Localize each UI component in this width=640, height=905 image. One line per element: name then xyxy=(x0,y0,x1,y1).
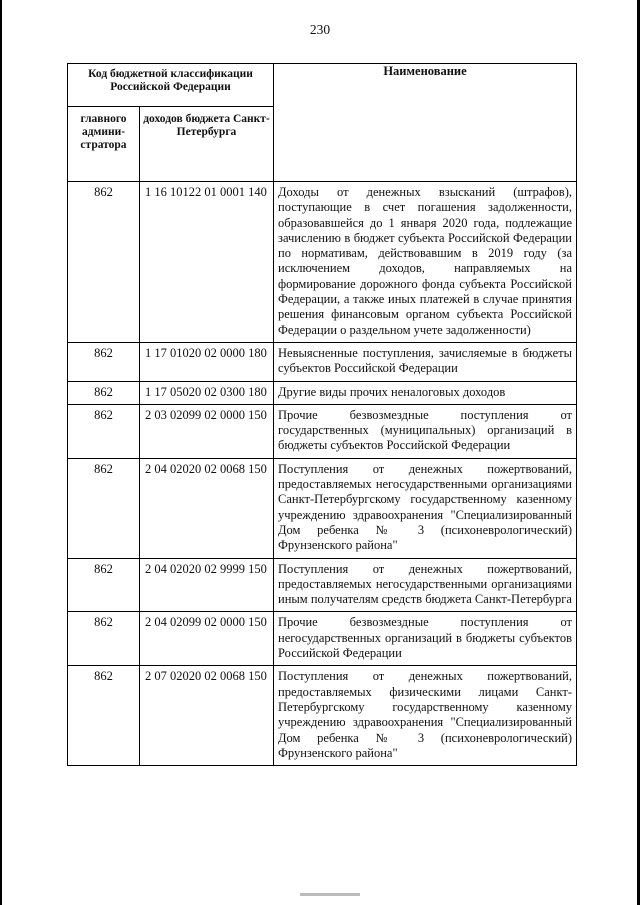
income-name-cell: Поступления от денежных пожертвований, предоставляемых негосударственными организациями Санкт-Петербургскому государственному казенному учреждению здравоохранения "Специализированный Дом ребенка № 3 (психоневрологический) Фрунзенского района" xyxy=(274,458,577,558)
income-name-cell: Доходы от денежных взысканий (штрафов), поступающие в счет погашения задолженности, образовавшейся до 1 января 2020 года, подлежащие зачислению в бюджет субъекта Российской Федерации по нормативам, действовавшим в 2019 году (за исключением доходов, направляемых на формирование дорожного фонда субъекта Российской Федерации, а также иных платежей в случае принятия решения финансовым органом субъекта Российской Федерации о раздельном учете задолженности) xyxy=(274,182,577,343)
income-code-cell: 2 04 02099 02 0000 150 xyxy=(140,612,274,666)
table-row xyxy=(68,182,577,343)
income-code-cell: 2 04 02020 02 9999 150 xyxy=(140,558,274,612)
header-name: Наименование xyxy=(274,64,577,182)
income-code-cell: 1 16 10122 01 0001 140 xyxy=(140,182,274,343)
table-row xyxy=(68,612,577,666)
income-code-cell: 2 04 02020 02 0068 150 xyxy=(140,458,274,558)
scan-artifact xyxy=(300,893,360,896)
admin-code-cell: 862 xyxy=(68,612,140,666)
income-code-cell: 2 07 02020 02 0068 150 xyxy=(140,666,274,766)
income-name-cell: Прочие безвозмездные поступления от государственных (муниципальных) организаций в бюджеты субъектов Российской Федерации xyxy=(274,404,577,458)
admin-code-cell: 862 xyxy=(68,342,140,381)
table-row xyxy=(68,404,577,458)
scan-border-left xyxy=(0,0,2,905)
admin-code-cell: 862 xyxy=(68,182,140,343)
admin-code-cell: 862 xyxy=(68,458,140,558)
table-row xyxy=(68,558,577,612)
table-header xyxy=(68,64,577,182)
header-classification-code: Код бюджетной классификации Российской Федерации xyxy=(68,64,274,107)
income-code-cell: 1 17 01020 02 0000 180 xyxy=(140,342,274,381)
income-name-cell: Невыясненные поступления, зачисляемые в бюджеты субъектов Российской Федерации xyxy=(274,342,577,381)
table-row xyxy=(68,666,577,766)
admin-code-cell: 862 xyxy=(68,381,140,404)
header-admin-column: главного админи-стратора xyxy=(68,107,140,182)
admin-code-cell: 862 xyxy=(68,558,140,612)
income-name-cell: Поступления от денежных пожертвований, предоставляемых физическими лицами Санкт-Петербургскому государственному казенному учреждению здравоохранения "Специализированный Дом ребенка № 3 (психоневрологический) Фрунзенского района" xyxy=(274,666,577,766)
admin-code-cell: 862 xyxy=(68,666,140,766)
table-row xyxy=(68,381,577,404)
income-name-cell: Прочие безвозмездные поступления от негосударственных организаций в бюджеты субъектов Российской Федерации xyxy=(274,612,577,666)
income-code-cell: 2 03 02099 02 0000 150 xyxy=(140,404,274,458)
table-row xyxy=(68,458,577,558)
header-code-column: доходов бюджета Санкт-Петербурга xyxy=(140,107,274,182)
income-name-cell: Другие виды прочих неналоговых доходов xyxy=(274,381,577,404)
income-code-cell: 1 17 05020 02 0300 180 xyxy=(140,381,274,404)
admin-code-cell: 862 xyxy=(68,404,140,458)
page-number: 230 xyxy=(309,22,331,37)
table-row xyxy=(68,342,577,381)
budget-classification-table xyxy=(67,63,577,766)
income-name-cell: Поступления от денежных пожертвований, предоставляемых негосударственными организациями иным получателям средств бюджета Санкт-Петербурга xyxy=(274,558,577,612)
